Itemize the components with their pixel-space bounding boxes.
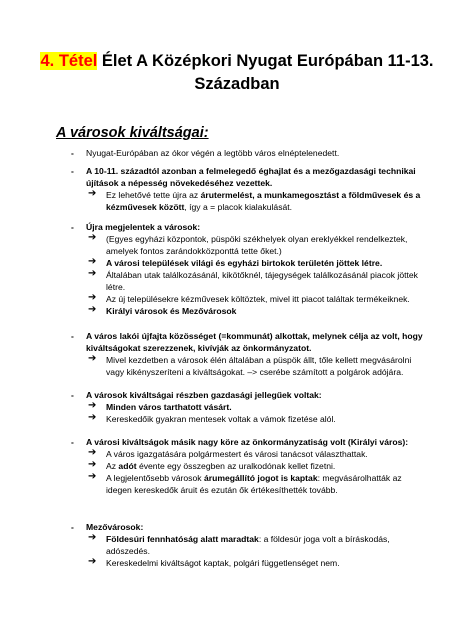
arrow-icon: ➔ — [88, 188, 97, 199]
dash-bullet: - — [71, 522, 74, 532]
arrow-icon: ➔ — [88, 459, 97, 470]
section-3 — [0, 330, 474, 378]
text-run: Földesúri fennhatóság alatt maradtak — [106, 534, 259, 544]
list-item — [0, 147, 474, 159]
arrow-icon: ➔ — [88, 556, 97, 567]
sub-item-text: Kereskedőik gyakran mentesek voltak a vámok fizetése alól. — [106, 414, 336, 424]
text-run: évente egy összegben az uralkodónak kellet fizetni. — [136, 461, 336, 471]
section-5 — [0, 436, 474, 496]
sub-item — [0, 305, 474, 317]
text-run: adót — [118, 461, 137, 471]
arrow-icon: ➔ — [88, 353, 97, 364]
list-item — [0, 521, 474, 533]
text-run: , így a = placok kialakulását. — [184, 202, 293, 212]
sub-item — [0, 460, 474, 472]
list-item-text: Mezővárosok: — [86, 522, 144, 532]
text-run: árutermelést — [200, 190, 253, 200]
sub-item-text: Kereskedelmi kiváltságot kaptak, polgári függetlenséget nem. — [106, 558, 340, 568]
dash-bullet: - — [71, 148, 74, 158]
sub-item-text: Mivel kezdetben a városok élén általában a püspök állt, tőle kellett megvásárolni vagy kikényszeríteni a kiváltságokat. –> cserébe számított a polgárok adójára. — [106, 355, 412, 377]
sub-item — [0, 257, 474, 269]
sub-item-text: A város igazgatására polgármestert és városi tanácsot választhattak. — [106, 449, 368, 459]
list-item-text: A városok kiváltságai részben gazdasági jellegűek voltak: — [86, 390, 322, 400]
dash-bullet: - — [71, 437, 74, 447]
sub-item — [0, 557, 474, 569]
text-run: Az — [106, 461, 119, 471]
list-item — [0, 436, 474, 448]
section-4 — [0, 389, 474, 425]
list-item — [0, 221, 474, 233]
list-item — [0, 330, 474, 354]
dash-bullet: - — [71, 222, 74, 232]
text-run: Ez lehetővé tette újra az — [106, 190, 201, 200]
text-run: : a földesúr joga volt a bíráskodás, adószedés. — [106, 534, 390, 556]
arrow-icon: ➔ — [88, 268, 97, 279]
dash-bullet: - — [71, 331, 74, 341]
arrow-icon: ➔ — [88, 232, 97, 243]
page-title — [40, 50, 434, 96]
list-item-text: A városi kiváltságok másik nagy köre az önkormányzatiság volt (Királyi város): — [86, 437, 409, 447]
sub-item — [0, 189, 474, 213]
title-line1: Élet A Középkori Nyugat Európában 11-13. — [97, 52, 434, 70]
sub-item-text: Királyi városok és Mezővárosok — [106, 306, 237, 316]
sub-item-text: Az új településekre kézművesek költöztek, mivel itt piacot találtak termékeiknek. — [106, 294, 410, 304]
sub-item-text: Általában utak találkozásánál, kikötőknél, tájegységek találkozásánál piacok jöttek létre. — [106, 270, 418, 292]
text-run: A legjelentősebb városok — [106, 473, 204, 483]
title-highlight: 4. Tétel — [40, 52, 98, 70]
list-item-text: Újra megjelentek a városok: — [86, 222, 201, 232]
list-item — [0, 389, 474, 401]
sub-item — [0, 354, 474, 378]
dash-bullet: - — [71, 390, 74, 400]
list-item-text: Nyugat-Európában az ókor végén a legtöbb város elnéptelenedett. — [86, 148, 340, 158]
sub-item — [0, 401, 474, 413]
sub-item — [0, 293, 474, 305]
arrow-icon: ➔ — [88, 471, 97, 482]
sub-item — [0, 472, 474, 496]
arrow-icon: ➔ — [88, 447, 97, 458]
sub-item-text: A városi települések világi és egyházi birtokok területén jöttek létre. — [106, 258, 383, 268]
sub-item — [0, 233, 474, 257]
title-line2: Században — [194, 75, 280, 93]
text-run: árumegállító jogot is kaptak — [203, 473, 318, 483]
sub-item — [0, 448, 474, 460]
text-run: : megvásárolhatták az idegen kereskedők áruit és ezután ők értékesíthették tovább. — [106, 473, 402, 495]
arrow-icon: ➔ — [88, 292, 97, 303]
text-run: , a munkamegosztást a földművesek és a kézművesek között — [106, 190, 421, 212]
list-item — [0, 165, 474, 189]
arrow-icon: ➔ — [88, 304, 97, 315]
sub-item-text: (Egyes egyházi központok, püspöki székhelyek olyan ereklyékkel rendelkeztek, amelyek fontos zarándokközponttá tette őket.) — [106, 234, 408, 256]
sub-item — [0, 269, 474, 293]
list-item-text: A város lakói újfajta közösséget (=kommunát) alkottak, melynek célja az volt, hogy kiváltságokat szerezzenek, kivívják az önkormányzatot. — [86, 331, 423, 353]
section-2 — [0, 221, 474, 317]
sub-item — [0, 413, 474, 425]
arrow-icon: ➔ — [88, 400, 97, 411]
arrow-icon: ➔ — [88, 256, 97, 267]
arrow-icon: ➔ — [88, 532, 97, 543]
sub-item — [0, 533, 474, 557]
section-1 — [0, 147, 474, 213]
sub-item-text: Minden város tarthatott vásárt. — [106, 402, 232, 412]
list-item-text: A 10-11. századtól azonban a felmelegedő éghajlat és a mezőgazdasági technikai újítások a népesség növekedéséhez vezettek. — [86, 166, 416, 188]
section-heading: A városok kiváltságai: — [56, 125, 209, 141]
arrow-icon: ➔ — [88, 412, 97, 423]
dash-bullet: - — [71, 166, 74, 176]
section-6 — [0, 521, 474, 569]
